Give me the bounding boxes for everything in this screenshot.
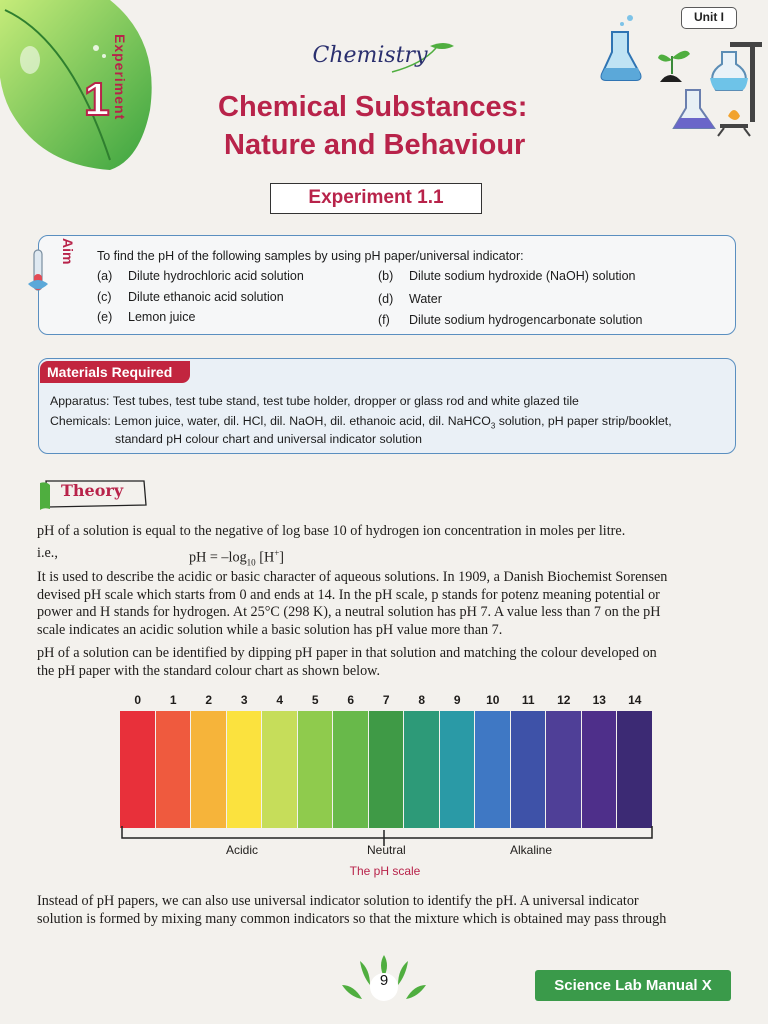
ph-number-9: 9 [453, 693, 461, 707]
ph-number-13: 13 [592, 693, 606, 707]
ph-color-block-8 [404, 711, 439, 828]
materials-title: Materials Required [40, 361, 190, 383]
unit-tag: Unit I [681, 7, 737, 29]
ph-color-block-2 [191, 711, 226, 828]
chemicals-line2: standard pH colour chart and universal indicator solution [115, 432, 422, 446]
ph-number-2: 2 [205, 693, 213, 707]
ph-color-block-11 [511, 711, 546, 828]
theory-paragraph-2: It is used to describe the acidic or basic character of aqueous solutions. In 1909, a Danish Biochemist Sorensen devised pH scale which starts from 0 and ends at 14. In the pH scale, p stands for potenz meaning potential or power and H stands for hydrogen. At 25°C (298 K), a neutral solution has pH 7. A value less than 7 on the pH scale indicates an acidic solution while a basic solution has pH value more than 7. [37, 569, 668, 638]
theory-label: Theory [61, 481, 124, 500]
apparatus-line: Apparatus: Test tubes, test tube stand, test tube holder, dropper or glass rod and white glazed tile [50, 394, 579, 408]
chapter-title-line1: Chemical Substances: [218, 91, 528, 123]
ph-color-block-0 [120, 711, 155, 828]
ph-color-block-6 [333, 711, 368, 828]
ph-number-14: 14 [628, 693, 642, 707]
ph-color-block-7 [369, 711, 404, 828]
aim-label: Aim [60, 238, 76, 265]
aim-item-e: (e) Lemon juice [97, 310, 196, 324]
ph-color-block-4 [262, 711, 297, 828]
ph-formula: i.e., pH = $-\log_{10}$ [H+] [37, 545, 285, 568]
theory-paragraph-1: pH of a solution is equal to the negative of log base 10 of hydrogen ion concentration in moles per litre. [37, 523, 626, 539]
ph-number-11: 11 [521, 693, 535, 707]
ph-color-block-5 [298, 711, 333, 828]
ph-number-12: 12 [557, 693, 571, 707]
ph-color-block-14 [617, 711, 652, 828]
chemicals-line: Chemicals: Lemon juice, water, dil. HCl, dil. NaOH, dil. ethanoic acid, dil. NaHCO$_3$ solution, pH paper strip/booklet, [50, 414, 672, 431]
theory-paragraph-4: Instead of pH papers, we can also use universal indicator solution to identify the pH. A universal indicator solution is formed by mixing many common indicators so that the mixture which is obtained may pass through [37, 893, 667, 927]
aim-item-c: (c) Dilute ethanoic acid solution [97, 290, 284, 304]
experiment-number: 1 [84, 73, 110, 125]
ph-number-5: 5 [311, 693, 319, 707]
ph-scale-numbers [0, 693, 768, 709]
ph-color-block-1 [156, 711, 191, 828]
ph-number-4: 4 [276, 693, 284, 707]
theory-paragraph-3: pH of a solution can be identified by dipping pH paper in that solution and matching the colour developed on the pH paper with the standard colour chart as shown below. [37, 645, 657, 679]
aim-intro: To find the pH of the following samples by using pH paper/universal indicator: [97, 249, 524, 263]
ph-color-block-10 [475, 711, 510, 828]
aim-item-a: (a) Dilute hydrochloric acid solution [97, 269, 304, 283]
ph-color-block-12 [546, 711, 581, 828]
ph-number-10: 10 [486, 693, 500, 707]
aim-box [38, 235, 736, 335]
aim-item-b: (b) Dilute sodium hydroxide (NaOH) solution [378, 269, 636, 283]
ph-color-block-9 [440, 711, 475, 828]
acidic-label: Acidic [226, 843, 259, 857]
lab-equipment-icon [600, 12, 765, 137]
aim-item-f: (f) Dilute sodium hydrogencarbonate solution [378, 313, 643, 327]
experiment-heading-box: Experiment 1.1 [270, 183, 482, 214]
ph-number-0: 0 [134, 693, 142, 707]
neutral-label: Neutral [367, 843, 406, 857]
ph-color-block-13 [582, 711, 617, 828]
book-title-tag: Science Lab Manual X [535, 970, 731, 1001]
ph-number-7: 7 [382, 693, 390, 707]
experiment-word: Experiment [112, 34, 128, 121]
ph-number-3: 3 [240, 693, 248, 707]
aim-item-d: (d) Water [378, 292, 442, 306]
ph-color-block-3 [227, 711, 262, 828]
ph-scale-caption: The pH scale [349, 864, 421, 878]
ph-number-1: 1 [169, 693, 177, 707]
page-number: 9 [379, 972, 389, 989]
ph-number-6: 6 [347, 693, 355, 707]
alkaline-label: Alkaline [510, 843, 553, 857]
chapter-title-line2: Nature and Behaviour [224, 129, 526, 161]
chapter-title [218, 88, 638, 164]
subject-label: Chemistry [312, 43, 428, 68]
ph-number-8: 8 [418, 693, 426, 707]
